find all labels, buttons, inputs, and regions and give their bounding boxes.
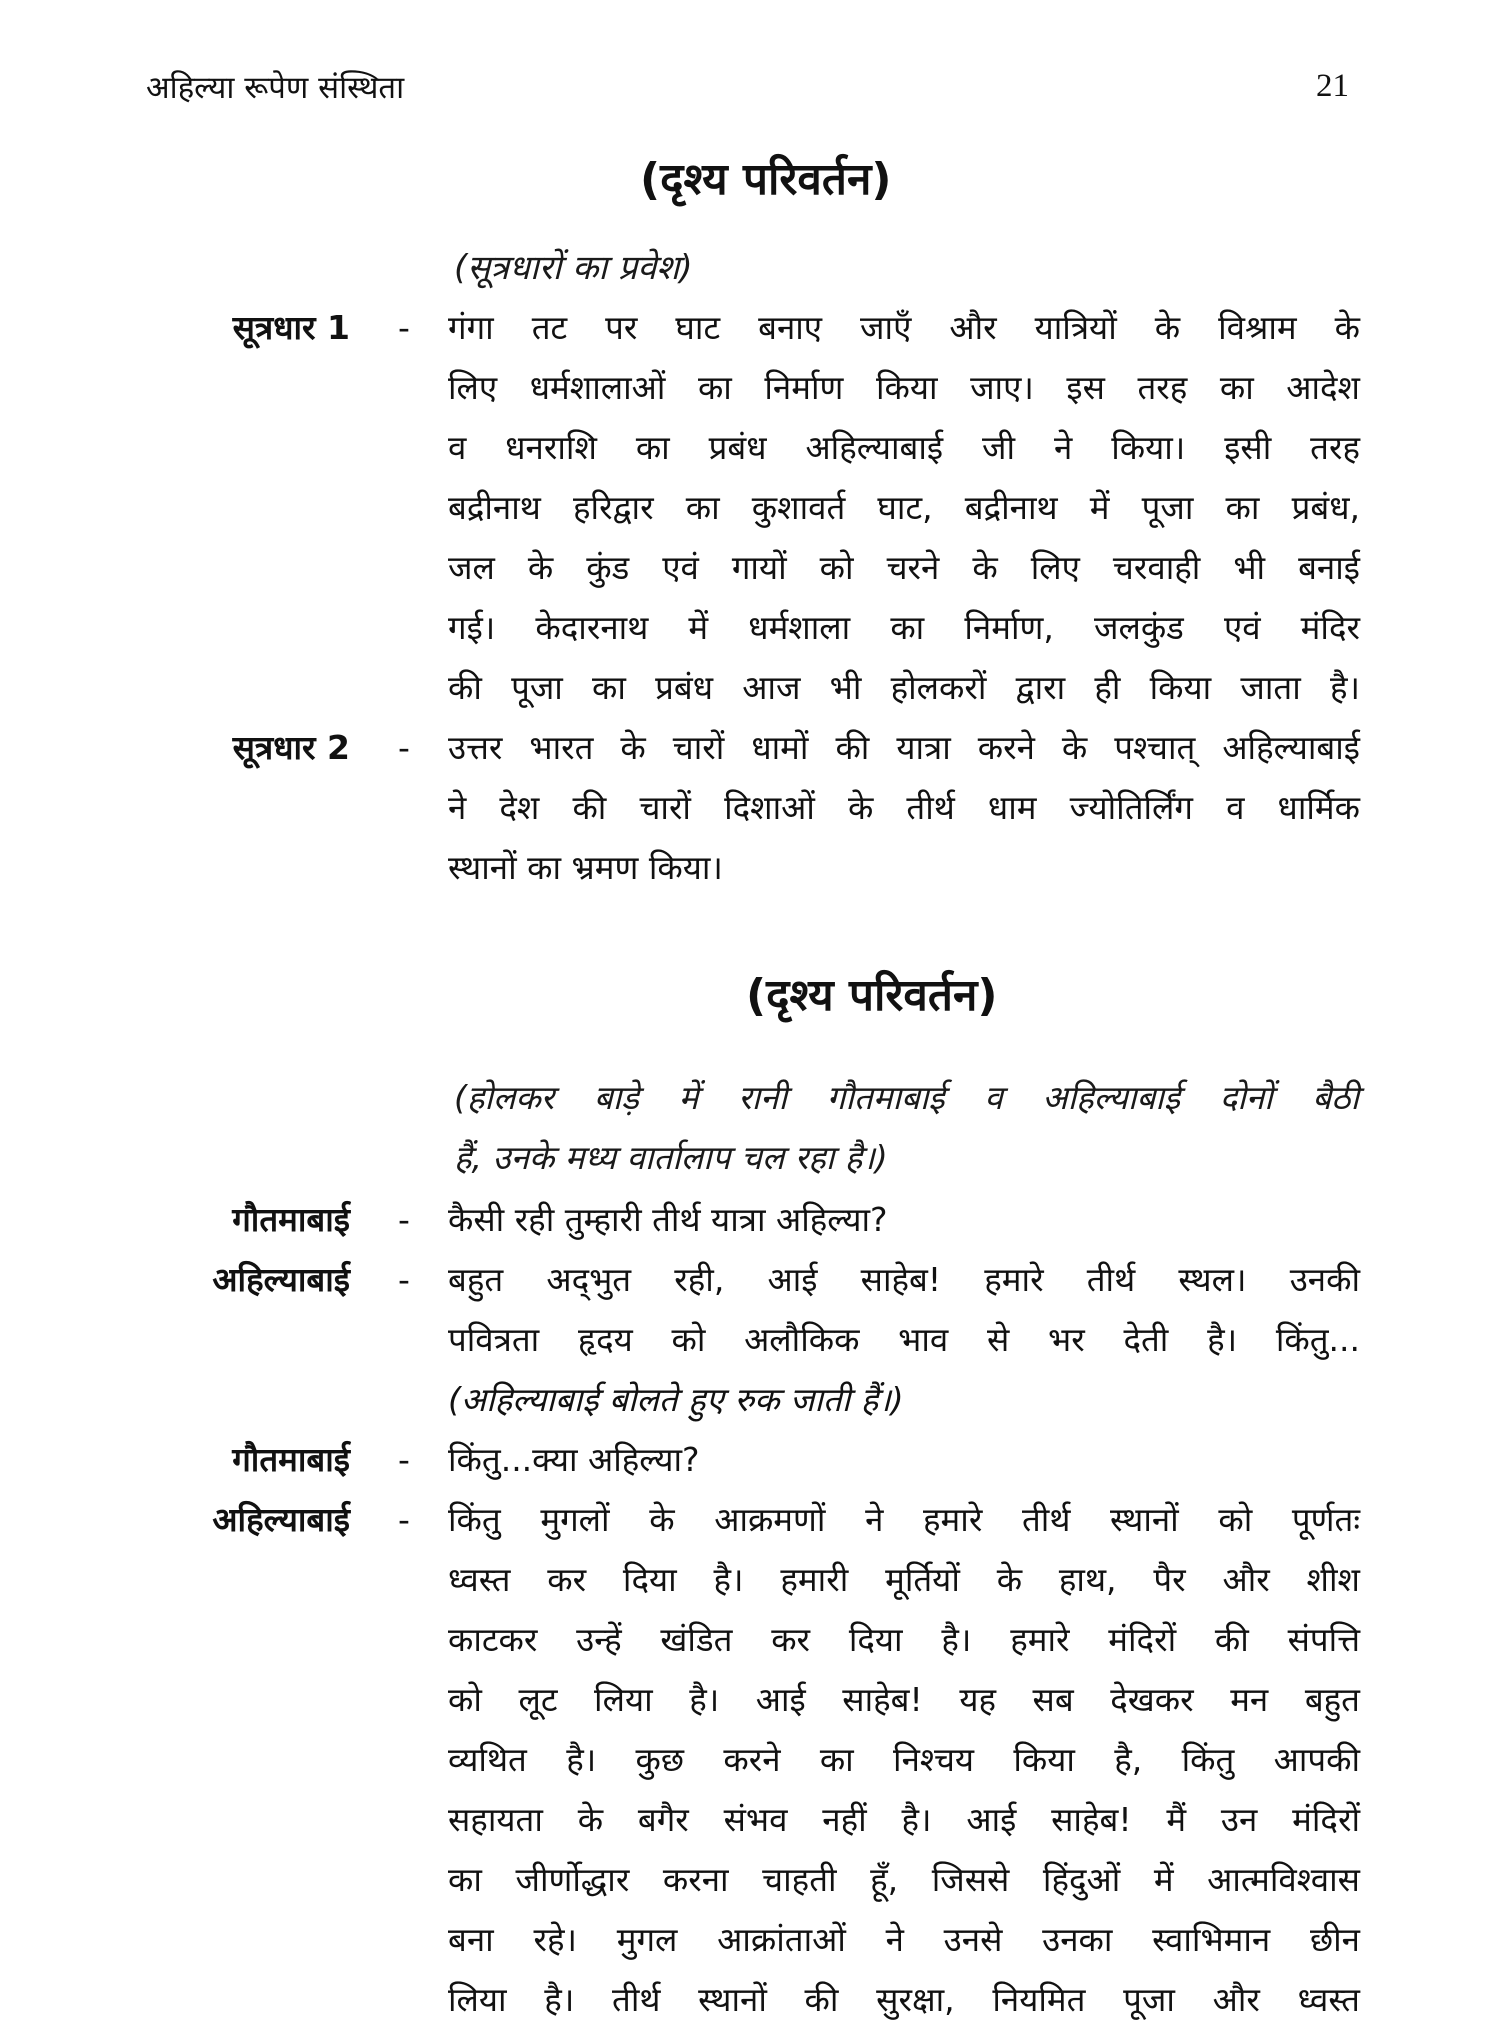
speech-text: [448, 298, 1360, 718]
speech-line: ने देश की चारों दिशाओं के तीर्थ धाम ज्योतिर्लिंग व धार्मिक: [448, 788, 1360, 827]
speech-text: [448, 1250, 1360, 1430]
speech-line: किंतु...क्या अहिल्या?: [448, 1440, 700, 1479]
speech-line: गंगा तट पर घाट बनाए जाएँ और यात्रियों के विश्राम के: [448, 308, 1360, 347]
speech-line: की पूजा का प्रबंध आज भी होलकरों द्वारा ही किया जाता है।: [448, 668, 1360, 707]
speaker-name: सूत्रधार 2: [232, 728, 350, 767]
speech-line: गई। केदारनाथ में धर्मशाला का निर्माण, जलकुंड एवं मंदिर: [448, 608, 1360, 647]
speech-line: कैसी रही तुम्हारी तीर्थ यात्रा अहिल्या?: [448, 1200, 888, 1239]
speech-line: जल के कुंड एवं गायों को चरने के लिए चरवाही भी बनाई: [448, 548, 1360, 587]
speaker-dash: -: [398, 1260, 410, 1299]
speech-line: बना रहे। मुगल आक्रांताओं ने उनसे उनका स्वाभिमान छीन: [448, 1920, 1360, 1959]
speech-line: व धनराशि का प्रबंध अहिल्याबाई जी ने किया। इसी तरह: [448, 428, 1360, 467]
speaker-dash: -: [398, 1200, 410, 1239]
speech-line: बहुत अद्‌भुत रही, आई साहेब! हमारे तीर्थ स्थल। उनकी: [448, 1260, 1360, 1299]
stage-direction-1: (सूत्रधारों का प्रवेश): [454, 248, 693, 288]
speech-text: [448, 1430, 1360, 1490]
speech-line: काटकर उन्हें खंडित कर दिया है। हमारे मंदिरों की संपत्ति: [448, 1620, 1360, 1659]
speech-line: का जीर्णोद्धार करना चाहती हूँ, जिससे हिंदुओं में आत्मविश्वास: [448, 1860, 1360, 1899]
speech-line: लिया है। तीर्थ स्थानों की सुरक्षा, नियमित पूजा और ध्वस्त: [448, 1980, 1360, 2019]
scene-heading-2: (दृश्य परिवर्तन): [746, 970, 998, 1021]
speech-text: [448, 1490, 1360, 2030]
speaker-dash: -: [398, 1500, 410, 1539]
running-title: अहिल्या रूपेण संस्थिता: [146, 70, 405, 106]
stage-direction-line: हैं, उनके मध्य वार्तालाप चल रहा है।): [454, 1138, 888, 1177]
speaker-name: गौतमाबाई: [232, 1440, 350, 1479]
speech-line: पवित्रता हृदय को अलौकिक भाव से भर देती है। किंतु...: [448, 1320, 1360, 1359]
speech-text: [448, 718, 1360, 898]
speaker-dash: -: [398, 308, 410, 347]
speech-line: बद्रीनाथ हरिद्वार का कुशावर्त घाट, बद्रीनाथ में पूजा का प्रबंध,: [448, 488, 1360, 527]
speaker-dash: -: [398, 728, 410, 767]
speaker-name: गौतमाबाई: [232, 1200, 350, 1239]
page-number: 21: [1316, 68, 1349, 104]
speech-line: व्यथित है। कुछ करने का निश्चय किया है, किंतु आपकी: [448, 1740, 1360, 1779]
stage-direction-line: (होलकर बाड़े में रानी गौतमाबाई व अहिल्याबाई दोनों बैठी: [454, 1078, 1359, 1117]
speaker-name: अहिल्याबाई: [212, 1260, 350, 1299]
scene-heading-1: (दृश्य परिवर्तन): [640, 154, 892, 205]
speech-text: [448, 1190, 1360, 1250]
speech-line: लिए धर्मशालाओं का निर्माण किया जाए। इस तरह का आदेश: [448, 368, 1360, 407]
speech-line: किंतु मुगलों के आक्रमणों ने हमारे तीर्थ स्थानों को पूर्णतः: [448, 1500, 1360, 1539]
speech-line: उत्तर भारत के चारों धामों की यात्रा करने के पश्चात् अहिल्याबाई: [448, 728, 1360, 767]
speech-line: ध्वस्त कर दिया है। हमारी मूर्तियों के हाथ, पैर और शीश: [448, 1560, 1360, 1599]
speaker-name: अहिल्याबाई: [212, 1500, 350, 1539]
speech-line: को लूट लिया है। आई साहेब! यह सब देखकर मन बहुत: [448, 1680, 1360, 1719]
speaker-name: सूत्रधार 1: [232, 308, 350, 347]
speech-line: सहायता के बगैर संभव नहीं है। आई साहेब! मैं उन मंदिरों: [448, 1800, 1360, 1839]
speaker-dash: -: [398, 1440, 410, 1479]
speech-line: स्थानों का भ्रमण किया।: [448, 848, 723, 887]
speech-direction: (अहिल्याबाई बोलते हुए रुक जाती हैं।): [448, 1380, 904, 1419]
stage-direction-2: [454, 1068, 1359, 1188]
